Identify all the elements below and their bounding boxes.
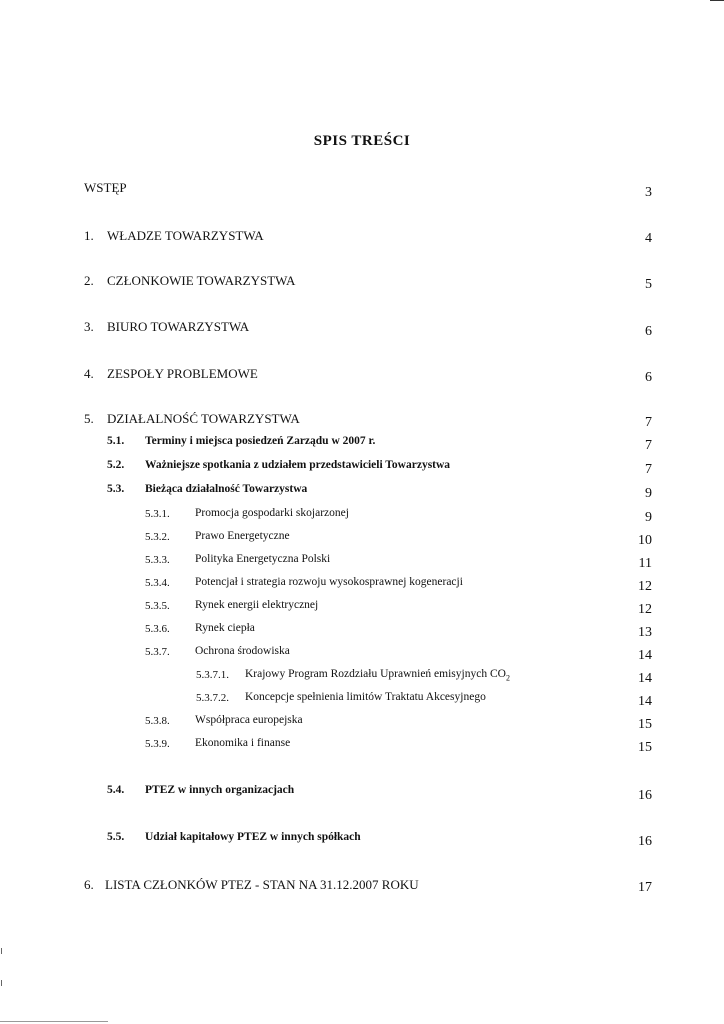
toc-entry-number: 5.3.7.2. (196, 692, 229, 704)
toc-entry-page: 13 (638, 625, 652, 640)
toc-entry-page: 15 (638, 740, 652, 755)
toc-level4-entry (0, 668, 724, 684)
toc-entry-number: 1. (84, 228, 94, 243)
toc-entry-number: 5.3.1. (145, 508, 170, 520)
toc-entry-label: Ekonomika i finanse (195, 737, 291, 749)
toc-entry (0, 411, 724, 429)
toc-subsubentry (0, 714, 724, 730)
toc-entry-label-text: Krajowy Program Rozdziału Uprawnień emisyjnych CO (245, 668, 506, 680)
toc-level4-entry (0, 691, 724, 707)
toc-entry-label: LISTA CZŁONKÓW PTEZ - STAN NA 31.12.2007 ROKU (105, 877, 419, 892)
scan-edge-mark (1, 948, 2, 954)
toc-entry-page: 6 (645, 324, 652, 339)
toc-entry (0, 180, 724, 198)
scan-corner-mark (710, 0, 724, 1)
toc-subsubentry (0, 553, 724, 569)
toc-entry-number: 5.2. (107, 459, 125, 471)
toc-entry-page: 15 (638, 717, 652, 732)
toc-subsubentry (0, 622, 724, 638)
toc-entry-label: WSTĘP (84, 180, 127, 195)
page-title: SPIS TREŚCI (313, 133, 411, 149)
toc-entry-label: Współpraca europejska (195, 714, 303, 726)
toc-entry-page: 17 (638, 880, 652, 895)
toc-entry-number: 3. (84, 319, 94, 334)
toc-entry-number: 5.3. (107, 483, 125, 495)
toc-entry-page: 5 (645, 277, 652, 292)
toc-entry-number: 5.3.8. (145, 715, 170, 727)
toc-entry (0, 228, 724, 246)
toc-entry-page: 14 (638, 671, 652, 686)
toc-entry-label: Bieżąca działalność Towarzystwa (145, 483, 308, 495)
toc-entry-label: Koncepcje spełnienia limitów Traktatu Akcesyjnego (245, 691, 486, 703)
toc-entry-page: 9 (645, 486, 652, 501)
toc-entry-page: 10 (638, 533, 652, 548)
toc-entry-label: CZŁONKOWIE TOWARZYSTWA (107, 273, 296, 288)
toc-subentry (0, 831, 724, 847)
toc-entry-number: 5.3.9. (145, 738, 170, 750)
toc-entry-label: DZIAŁALNOŚĆ TOWARZYSTWA (107, 411, 300, 426)
toc-entry-page: 11 (638, 556, 652, 571)
toc-subentry (0, 784, 724, 800)
toc-entry-page: 16 (638, 834, 652, 849)
toc-subsubentry (0, 507, 724, 523)
toc-entry (0, 273, 724, 291)
toc-entry-number: 5.3.3. (145, 554, 170, 566)
toc-entry-number: 5.3.2. (145, 531, 170, 543)
toc-entry-page: 7 (645, 415, 652, 430)
toc-entry-label: BIURO TOWARZYSTWA (107, 319, 250, 334)
toc-entry-page: 14 (638, 694, 652, 709)
toc-entry-page: 7 (645, 462, 652, 477)
toc-entry-number: 2. (84, 273, 94, 288)
toc-entry-number: 5.3.5. (145, 600, 170, 612)
toc-entry-page: 9 (645, 510, 652, 525)
toc-entry (0, 366, 724, 384)
toc-entry-label: Ochrona środowiska (195, 645, 290, 657)
toc-entry-number: 5.3.7.1. (196, 669, 229, 681)
toc-entry-number: 4. (84, 366, 94, 381)
toc-subentry (0, 459, 724, 475)
toc-subentry (0, 435, 724, 451)
toc-entry-label: WŁADZE TOWARZYSTWA (107, 228, 264, 243)
toc-entry-label-subscript: 2 (505, 673, 510, 683)
toc-entry-page: 4 (645, 231, 652, 246)
toc-entry-label: Ważniejsze spotkania z udziałem przedstawicieli Towarzystwa (145, 459, 451, 471)
toc-entry-label: ZESPOŁY PROBLEMOWE (107, 366, 258, 381)
toc-entry (0, 319, 724, 337)
toc-entry-label: Udział kapitałowy PTEZ w innych spółkach (145, 831, 361, 843)
toc-entry-label: Potencjał i strategia rozwoju wysokosprawnej kogeneracji (195, 576, 463, 588)
toc-entry-label: Polityka Energetyczna Polski (195, 553, 331, 565)
toc-entry-page: 6 (645, 370, 652, 385)
toc-entry-page: 7 (645, 438, 652, 453)
toc-entry-number: 5.3.4. (145, 577, 170, 589)
toc-entry-number: 5.3.7. (145, 646, 170, 658)
toc-entry-label: Promocja gospodarki skojarzonej (195, 507, 349, 519)
scan-edge-line (0, 1021, 108, 1022)
toc-entry-page: 12 (638, 602, 652, 617)
toc-entry-number: 5.3.6. (145, 623, 170, 635)
toc-entry-number: 6. (84, 877, 94, 892)
toc-subentry (0, 483, 724, 499)
toc-entry-page: 12 (638, 579, 652, 594)
toc-entry-page: 3 (645, 185, 652, 200)
toc-entry-page: 16 (638, 788, 652, 803)
toc-entry-number: 5.5. (107, 831, 125, 843)
toc-entry-label: Prawo Energetyczne (195, 530, 290, 542)
toc-subsubentry (0, 737, 724, 753)
toc-entry-label: Terminy i miejsca posiedzeń Zarządu w 2007 r. (145, 435, 376, 447)
toc-entry (0, 877, 724, 895)
toc-entry-label (245, 668, 510, 682)
toc-entry-number: 5.4. (107, 784, 125, 796)
scan-edge-mark (1, 980, 2, 986)
toc-subsubentry (0, 576, 724, 592)
toc-entry-number: 5.1. (107, 435, 125, 447)
toc-entry-label: Rynek ciepła (195, 622, 255, 634)
toc-entry-page: 14 (638, 648, 652, 663)
toc-subsubentry (0, 645, 724, 661)
toc-entry-label: PTEZ w innych organizacjach (145, 784, 295, 796)
toc-subsubentry (0, 599, 724, 615)
toc-entry-number: 5. (84, 411, 94, 426)
toc-entry-label: Rynek energii elektrycznej (195, 599, 319, 611)
toc-subsubentry (0, 530, 724, 546)
